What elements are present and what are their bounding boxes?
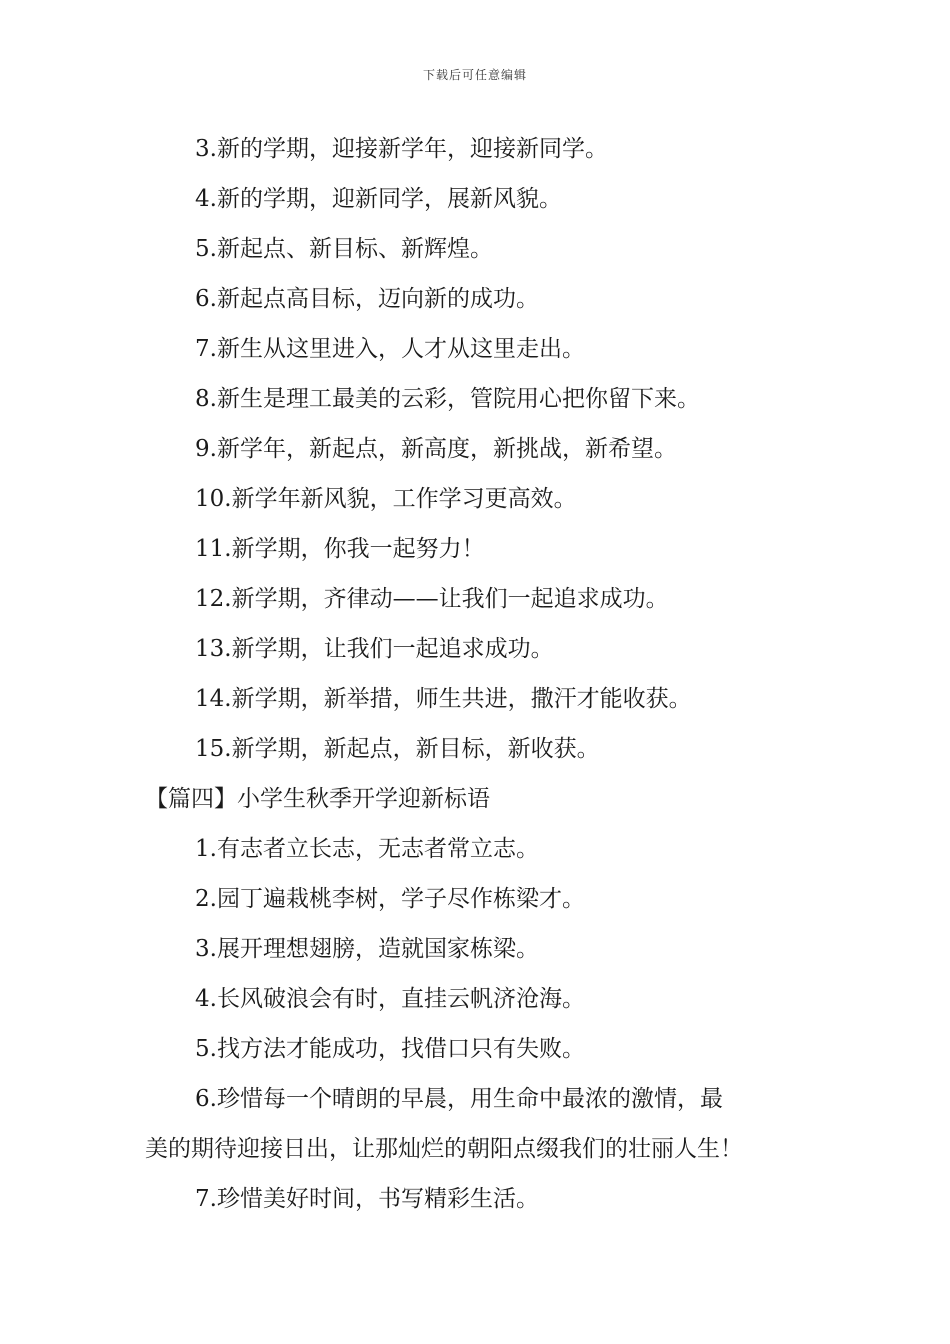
slogan-line: 3.新的学期，迎接新学年，迎接新同学。 [195,136,608,162]
slogan-line: 3.展开理想翅膀，造就国家栋梁。 [195,936,539,962]
slogan-line: 9.新学年，新起点，新高度，新挑战，新希望。 [195,436,677,462]
slogan-line: 2.园丁遍栽桃李树，学子尽作栋梁才。 [195,886,585,912]
slogan-line: 6.新起点高目标，迈向新的成功。 [195,286,539,312]
slogan-line-continued: 美的期待迎接日出，让那灿烂的朝阳点缀我们的壮丽人生！ [145,1136,743,1162]
page-header-note: 下载后可任意编辑 [422,68,527,82]
slogan-line: 10.新学年新风貌，工作学习更高效。 [195,486,577,512]
slogan-line: 12.新学期，齐律动——让我们一起追求成功。 [195,586,669,612]
slogan-line: 4.长风破浪会有时，直挂云帆济沧海。 [195,986,585,1012]
slogan-line: 5.新起点、新目标、新辉煌。 [195,236,493,262]
slogan-line: 15.新学期，新起点，新目标，新收获。 [195,736,600,762]
slogan-line: 1.有志者立长志，无志者常立志。 [195,836,539,862]
slogan-line: 8.新生是理工最美的云彩，管院用心把你留下来。 [195,386,700,412]
slogan-line: 11.新学期，你我一起努力！ [195,536,485,562]
slogan-line: 7.新生从这里进入，人才从这里走出。 [195,336,585,362]
section-heading: 【篇四】小学生秋季开学迎新标语 [145,786,490,812]
slogan-line: 5.找方法才能成功，找借口只有失败。 [195,1036,585,1062]
slogan-line: 4.新的学期，迎新同学，展新风貌。 [195,186,562,212]
slogan-line: 14.新学期，新举措，师生共进，撒汗才能收获。 [195,686,692,712]
slogan-line: 6.珍惜每一个晴朗的早晨，用生命中最浓的激情，最 [195,1086,723,1112]
slogan-line: 13.新学期，让我们一起追求成功。 [195,636,554,662]
slogan-line: 7.珍惜美好时间，书写精彩生活。 [195,1186,539,1212]
